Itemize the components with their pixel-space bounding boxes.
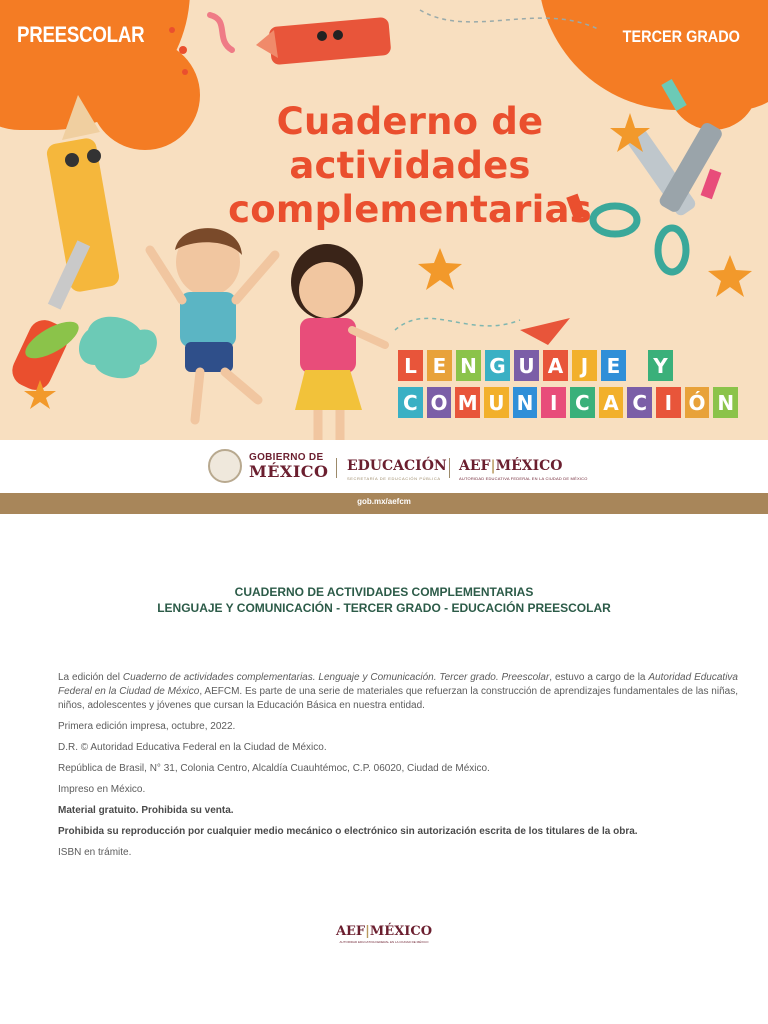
aef-mexico-logo [459, 458, 563, 474]
letter-tile: E [601, 350, 626, 381]
paper-plane-icon [520, 318, 570, 345]
letter-tile: E [427, 350, 452, 381]
tile-row-comunicacion [398, 387, 738, 418]
letter-tile: O [427, 387, 452, 418]
aef-logo-part: AEF [335, 924, 366, 939]
letter-tile: A [599, 387, 624, 418]
copyright-line: D.R. © Autoridad Educativa Federal en la Ciudad de México. [58, 742, 327, 753]
letter-tile: J [572, 350, 597, 381]
aef-logo-divider: | [490, 458, 496, 474]
credits-heading [0, 584, 768, 616]
paint-splash-decoration [79, 317, 157, 378]
tile-row-lenguaje [398, 350, 738, 381]
subject-letter-tiles [398, 350, 738, 424]
footer-aef-logo [0, 924, 768, 939]
authority-name-italic: Autoridad Educativa Federal en la Ciudad de México [58, 672, 738, 697]
letter-tile: N [513, 387, 538, 418]
dot-decoration [179, 46, 187, 54]
confetti-decoration [661, 79, 686, 111]
letter-tile: A [543, 350, 568, 381]
website-link[interactable]: gob.mx/aefcm [357, 497, 411, 506]
cover-title-line: actividades [289, 144, 531, 187]
logo-divider [336, 458, 337, 478]
confetti-decoration [701, 169, 722, 199]
squiggle-decoration [210, 15, 232, 50]
free-material-notice [58, 804, 738, 818]
letter-tile: I [656, 387, 681, 418]
star-icon [708, 255, 752, 297]
dot-decoration [169, 27, 175, 33]
dot-decoration [182, 69, 188, 75]
grade-label: TERCER GRADO [622, 27, 740, 46]
cover-title [220, 100, 600, 232]
cover-title-line: complementarias [228, 188, 592, 231]
letter-tile: C [627, 387, 652, 418]
book-title-italic: Cuaderno de actividades complementarias. Lenguaje y Comunicación. Tercer grado. Preescolar [122, 672, 550, 683]
letter-tile: Ó [685, 387, 710, 418]
letter-tile: N [713, 387, 738, 418]
pencil-character-icon [45, 95, 120, 293]
text-span: , AEFCM. Es parte de una serie de materiales que refuerzan la construcción de aprendizajes fundamentales de las niñas, niños, adolescentes y jóvenes que cursan la Educación Básica en nuestra entidad. [58, 686, 738, 711]
free-material-text: Material gratuito. Prohibida su venta. [58, 805, 234, 816]
mexico-label: MÉXICO [249, 462, 329, 481]
letter-tile: N [456, 350, 481, 381]
dashed-flight-path-decoration [395, 318, 520, 330]
letter-tile: U [484, 387, 509, 418]
edition-paragraph [58, 671, 738, 713]
letter-tile: U [514, 350, 539, 381]
text-span: La edición del [58, 672, 123, 683]
credits-body [58, 671, 738, 867]
girl-character-icon [291, 244, 385, 440]
aef-logo-part: MÉXICO [369, 924, 433, 939]
boy-character-icon [150, 228, 275, 420]
letter-tile: I [541, 387, 566, 418]
letter-tile: C [570, 387, 595, 418]
text-span: , estuvo a cargo de la [549, 672, 649, 683]
edition-date: Primera edición impresa, octubre, 2022. [58, 721, 236, 732]
gobierno-de-label: GOBIERNO DE [249, 452, 324, 463]
printed-in-line: Impreso en México. [58, 784, 146, 795]
paintbrush-icon [7, 240, 90, 395]
crayon-icon [256, 17, 391, 65]
educacion-logo: EDUCACIÓN [347, 458, 447, 474]
cover-title-line: Cuaderno de [276, 100, 544, 143]
aef-logo-part: MÉXICO [495, 458, 563, 474]
letter-tile: G [485, 350, 510, 381]
isbn-line: ISBN en trámite. [58, 847, 132, 858]
aef-logo-divider: | [365, 924, 370, 939]
star-icon [418, 248, 462, 290]
educacion-subtitle: SECRETARÍA DE EDUCACIÓN PÚBLICA [347, 476, 441, 481]
reproduction-text: Prohibida su reproducción por cualquier medio mecánico o electrónico sin autorización escrita de los titulares de la obra. [58, 826, 638, 837]
dashed-path-decoration [420, 10, 600, 30]
letter-tile: M [455, 387, 480, 418]
logo-divider [449, 458, 450, 478]
letter-tile: C [398, 387, 423, 418]
aef-logo-part: AEF [459, 458, 491, 474]
level-label: PREESCOLAR [17, 22, 145, 47]
national-seal-icon [208, 449, 242, 483]
letter-tile: Y [648, 350, 673, 381]
letter-tile [630, 350, 644, 381]
cover-illustration [0, 0, 768, 440]
aef-subtitle: AUTORIDAD EDUCATIVA FEDERAL EN LA CIUDAD DE MÉXICO [459, 476, 588, 481]
footer-aef-subtitle: AUTORIDAD EDUCATIVA FEDERAL EN LA CIUDAD DE MÉXICO [339, 940, 429, 944]
address-line: República de Brasil, N° 31, Colonia Centro, Alcaldía Cuauhtémoc, C.P. 06020, Ciudad de México. [58, 763, 490, 774]
reproduction-notice [58, 825, 738, 839]
credits-heading-line: LENGUAJE Y COMUNICACIÓN - TERCER GRADO - EDUCACIÓN PREESCOLAR [157, 601, 611, 615]
letter-tile: L [398, 350, 423, 381]
credits-heading-line: CUADERNO DE ACTIVIDADES COMPLEMENTARIAS [234, 585, 534, 599]
